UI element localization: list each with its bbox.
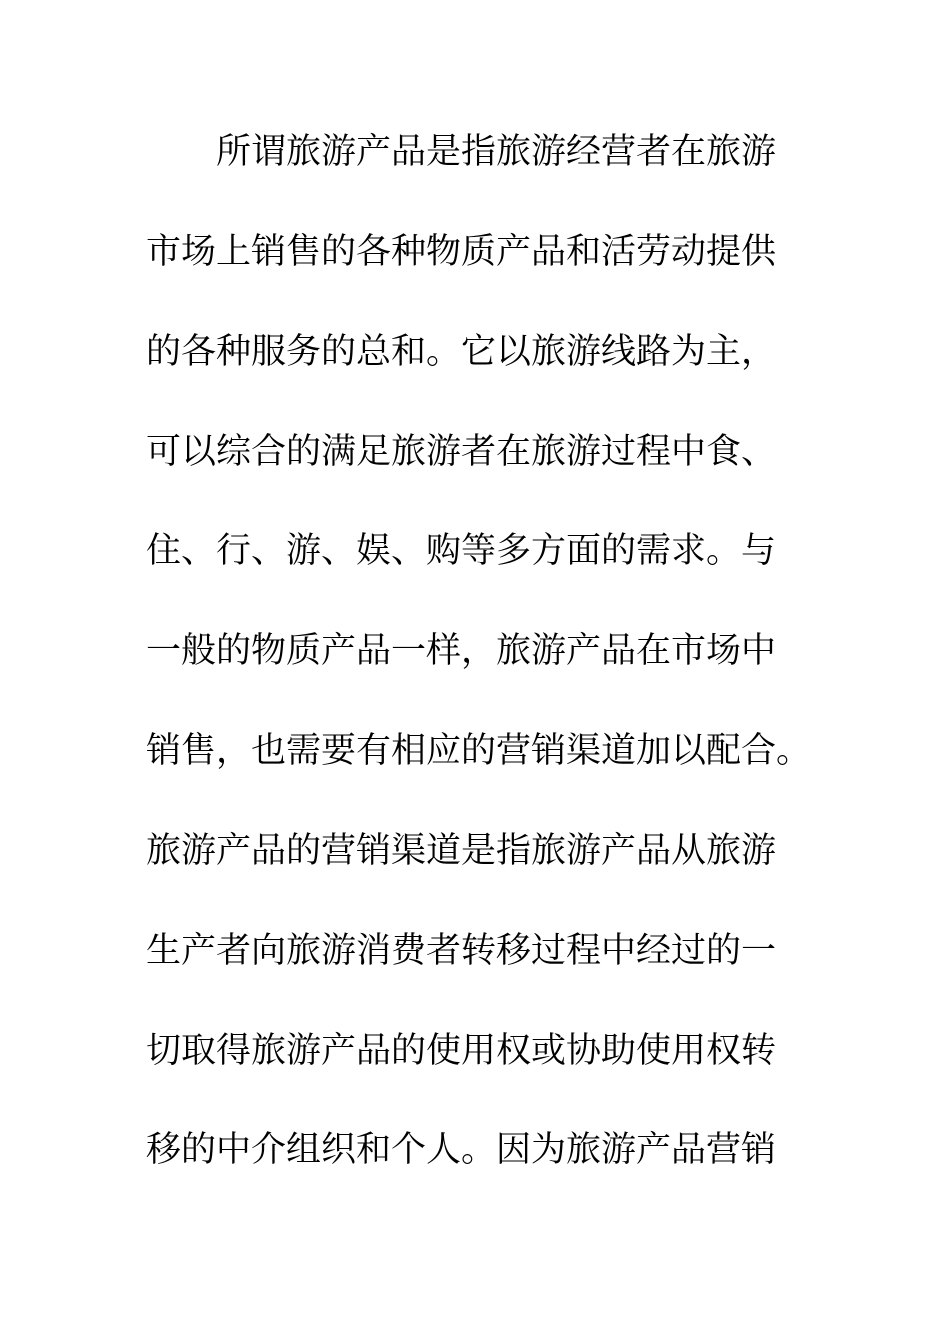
text-line-8: 旅游产品的营销渠道是指旅游产品从旅游 bbox=[146, 831, 777, 871]
text-line-7: 销售，也需要有相应的营销渠道加以配合。 bbox=[146, 731, 812, 771]
text-line-2: 市场上销售的各种物质产品和活劳动提供 bbox=[146, 232, 777, 272]
text-line-6: 一般的物质产品一样，旅游产品在市场中 bbox=[146, 631, 777, 671]
text-line-11: 移的中介组织和个人。因为旅游产品营销 bbox=[146, 1130, 777, 1170]
text-line-10: 切取得旅游产品的使用权或协助使用权转 bbox=[146, 1031, 777, 1071]
text-line-9: 生产者向旅游消费者转移过程中经过的一 bbox=[146, 931, 777, 971]
text-line-4: 可以综合的满足旅游者在旅游过程中食、 bbox=[146, 432, 777, 472]
text-line-1: 所谓旅游产品是指旅游经营者在旅游 bbox=[216, 132, 777, 172]
text-line-5: 住、行、游、娱、购等多方面的需求。与 bbox=[146, 531, 777, 571]
text-line-3: 的各种服务的总和。它以旅游线路为主， bbox=[146, 332, 777, 372]
